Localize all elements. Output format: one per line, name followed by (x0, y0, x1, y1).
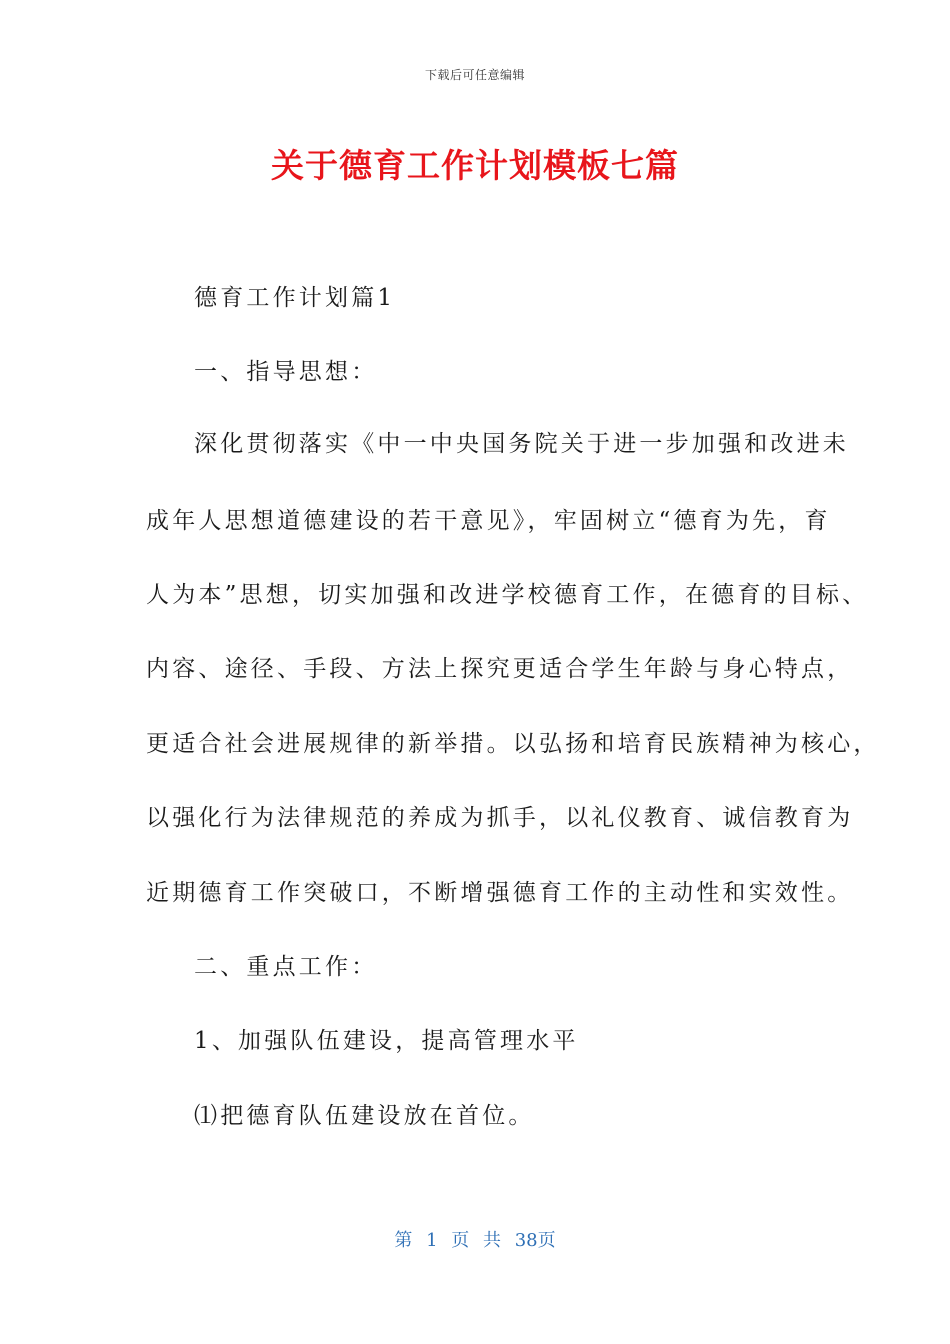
paragraph-line: 深化贯彻落实《中一中央国务院关于进一步加强和改进未 (194, 431, 849, 457)
paragraph-line: 以强化行为法律规范的养成为抓手，以礼仪教育、诚信教育为 (146, 805, 854, 831)
paragraph-line: 更适合社会进展规律的新举措。以弘扬和培育民族精神为核心， (146, 731, 880, 757)
paragraph-line: 人为本”思想，切实加强和改进学校德育工作，在德育的目标、 (146, 582, 869, 608)
document-title: 关于德育工作计划模板七篇 (271, 146, 679, 185)
header-note: 下载后可任意编辑 (424, 68, 525, 82)
list-item: ⑴把德育队伍建设放在首位。 (194, 1103, 535, 1129)
paragraph-line: 近期德育工作突破口，不断增强德育工作的主动性和实效性。 (146, 880, 854, 906)
section-heading: 德育工作计划篇1 (194, 285, 396, 311)
list-item: 1、加强队伍建设，提高管理水平 (194, 1028, 579, 1054)
paragraph-line: 内容、途径、手段、方法上探究更适合学生年龄与身心特点， (146, 656, 854, 682)
subheading-key-work: 二、重点工作： (194, 954, 378, 980)
subheading-guiding-thought: 一、指导思想： (194, 359, 378, 385)
page-number: 第 1 页 共 38页 (394, 1230, 556, 1251)
paragraph-line: 成年人思想道德建设的若干意见》，牢固树立“德育为先，育 (146, 508, 831, 534)
